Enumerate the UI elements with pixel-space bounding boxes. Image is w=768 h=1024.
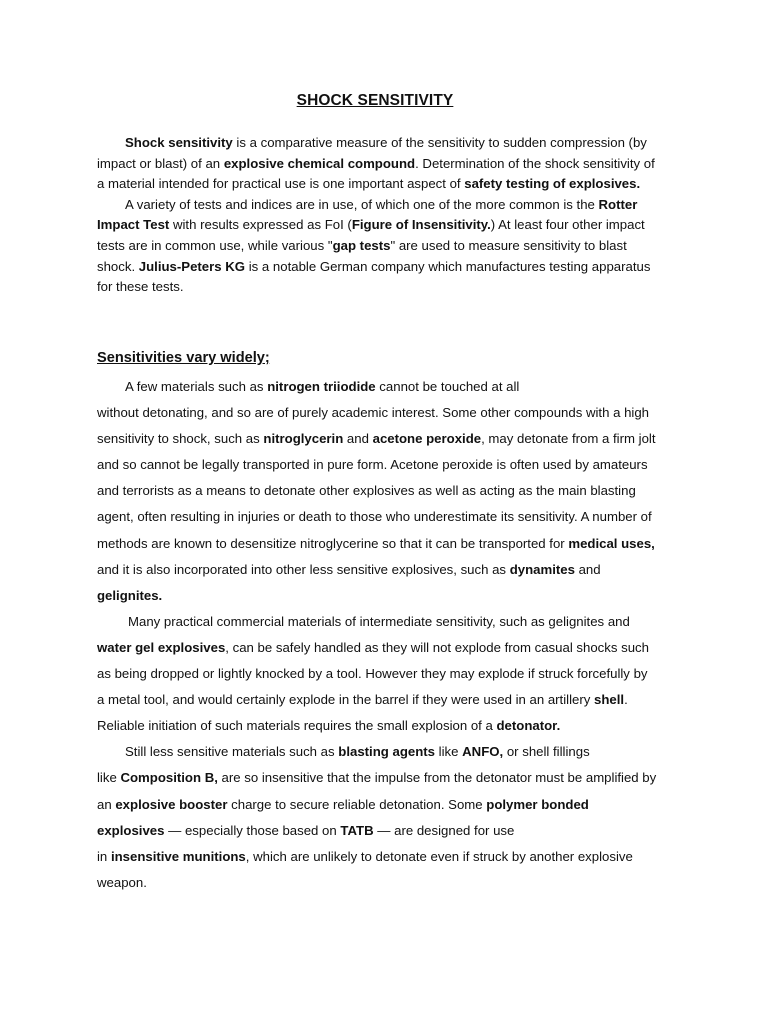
sensitivities-section	[97, 374, 657, 896]
bold-term: water gel explosives	[97, 639, 226, 655]
paragraph-intermediate-materials: Many practical commercial materials of intermediate sensitivity, such as gelignites and water gel explosives, can be safely handled as they will not explode from casual shocks such as being dropped or lightly knocked by a tool. However they may explode if struck forcefully by a metal tool, and would certainly explode in the barrel if they were used in an artillery shell. Reliable initiation of such materials requires the small explosion of a detonator.	[97, 613, 649, 734]
bold-term: explosive booster	[115, 796, 228, 812]
bold-term: detonator.	[496, 718, 561, 734]
bold-term: Shock sensitivity	[125, 135, 233, 150]
bold-term: dynamites	[509, 561, 575, 577]
document-title: SHOCK SENSITIVITY	[296, 92, 454, 109]
bold-term: medical uses,	[568, 535, 655, 551]
bold-term: ANFO,	[462, 744, 504, 760]
bold-term: shell	[594, 692, 625, 708]
bold-term: gap tests	[332, 237, 391, 253]
bold-term: polymer bonded explosives	[97, 796, 589, 838]
bold-term: TATB	[340, 822, 374, 838]
bold-term: Rotter Impact Test	[97, 196, 638, 233]
intro-section	[97, 133, 657, 298]
paragraph-insensitive-materials: Still less sensitive materials such as blasting agents like ANFO, or shell fillings like Composition B, are so insensitive that the impulse from the detonator must be amplified by an explosive booster charge to secure reliable detonation. Some polymer bonded explosives — especially those based on TATB — are designed for use in insensitive munitions, which are unlikely to detonate even if struck by another explosive weapon.	[97, 744, 657, 890]
bold-term: Composition B,	[120, 770, 218, 786]
bold-term: gelignites.	[97, 587, 163, 603]
bold-term: nitroglycerin	[263, 431, 344, 447]
bold-term: safety testing of explosives.	[464, 176, 641, 192]
bold-term: insensitive munitions	[110, 848, 246, 864]
paragraph-sensitive-materials: A few materials such as nitrogen triiodide cannot be touched at all without detonating, and so are of purely academic interest. Some other compounds with a high sensitivity to shock, such as nitroglycerin and acetone peroxide, may detonate from a firm jolt and so cannot be legally transported in pure form. Acetone peroxide is often used by amateurs and terrorists as a means to detonate other explosives as well as acting as the main blasting agent, often resulting in injuries or death to those who underestimate its sensitivity. A number of methods are known to desensitize nitroglycerine so that it can be transported for medical uses, and it is also incorporated into other less sensitive explosives, such as dynamites and gelignites.	[97, 379, 656, 603]
bold-term: explosive chemical compound	[223, 155, 416, 171]
bold-term: Julius-Peters KG	[138, 258, 246, 274]
paragraph-tests: A variety of tests and indices are in use, of which one of the more common is the Rotter Impact Test with results expressed as FoI (Figure of Insensitivity.) At least four other impact tests are in common use, while various "gap tests" are used to measure sensitivity to blast shock. Julius-Peters KG is a notable German company which manufactures testing apparatus for these tests.	[97, 196, 651, 295]
bold-term: blasting agents	[338, 744, 436, 760]
paragraph-shock-sensitivity: Shock sensitivity is a comparative measure of the sensitivity to sudden compression (by impact or blast) of an explosive chemical compound. Determination of the shock sensitivity of a material intended for practical use is one important aspect of safety testing of explosives.	[97, 135, 655, 192]
section-heading: Sensitivities vary widely;	[97, 350, 270, 366]
bold-term: acetone peroxide	[372, 431, 482, 447]
bold-term: Figure of Insensitivity.	[351, 217, 491, 233]
bold-term: nitrogen triiodide	[267, 379, 376, 394]
